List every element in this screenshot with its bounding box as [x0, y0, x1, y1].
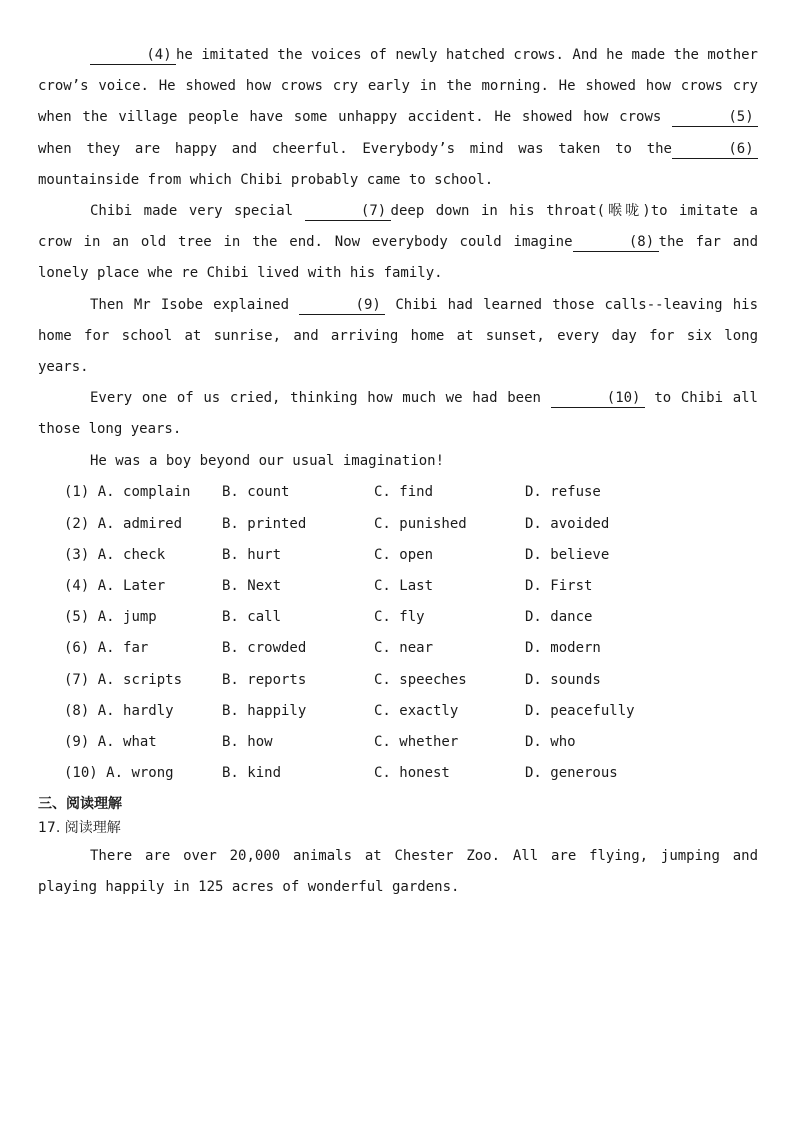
option-b: B. how [222, 733, 273, 750]
paragraph-text: when they are happy and cheerful. Everybody’s mind was taken to the [38, 140, 672, 157]
question-number: (4) [64, 578, 90, 594]
option-d: D. First [525, 578, 593, 594]
option-b: B. crowded [222, 640, 307, 657]
option-c: C. Last [374, 578, 434, 594]
option-row-6 [38, 633, 758, 664]
paragraph-text: mountainside from which Chibi probably came to school. [38, 171, 494, 188]
blank-9: (9) [299, 297, 385, 315]
document-page [38, 40, 758, 903]
option-b: B. printed [222, 515, 307, 532]
option-row-2 [38, 508, 758, 539]
paragraph-text: Every one of us cried, thinking how much we had been [90, 390, 551, 407]
option-a: A. complain [97, 484, 191, 501]
paragraph-text: to Chibi all those long years. [38, 390, 758, 438]
question-number: (2) [64, 515, 90, 532]
option-b: B. count [222, 484, 290, 501]
question-number: (9) [64, 733, 90, 750]
option-row-1 [38, 477, 758, 508]
option-b: B. call [222, 609, 282, 626]
blank-4: (4) [90, 47, 176, 65]
paragraph-text: he imitated the voices of newly hatched crows. And he made the mother crow’s voice. He showed how crows cry early in the morning. He showed how crows cry when the village people have some unhappy accident. He showed how crows [38, 47, 758, 126]
option-d: D. who [525, 733, 576, 750]
option-b: B. kind [222, 765, 282, 782]
paragraph-text: Chibi made very special [90, 203, 305, 220]
option-row-10 [38, 758, 758, 789]
option-d: D. generous [525, 765, 618, 782]
option-c: C. near [374, 640, 434, 657]
option-a: A. wrong [106, 765, 174, 782]
blank-7: (7) [305, 203, 391, 221]
passage-paragraph-1 [38, 40, 758, 196]
option-a: A. what [97, 733, 157, 750]
passage-paragraph-4 [38, 383, 758, 445]
option-b: B. hurt [222, 546, 282, 563]
option-c: C. open [374, 546, 434, 563]
option-row-4 [38, 570, 758, 601]
option-row-7 [38, 664, 758, 695]
option-a: A. far [97, 640, 149, 657]
option-row-9 [38, 726, 758, 757]
passage-paragraph-2 [38, 196, 758, 290]
paragraph-text: Then Mr Isobe explained [90, 296, 300, 313]
option-a: A. scripts [97, 671, 183, 688]
option-d: D. sounds [525, 671, 601, 688]
option-d: D. refuse [525, 484, 601, 501]
question-title: 17. 阅读理解 [38, 819, 121, 836]
option-b: B. Next [222, 578, 282, 594]
option-a: A. check [97, 546, 166, 563]
passage-paragraph-3 [38, 290, 758, 384]
option-row-3 [38, 539, 758, 570]
section-heading: 三、阅读理解 [38, 795, 122, 812]
question-number: (5) [64, 609, 90, 626]
option-c: C. exactly [374, 702, 459, 719]
blank-6: (6) [672, 141, 758, 159]
option-c: C. fly [374, 609, 425, 626]
option-c: C. speeches [374, 671, 467, 688]
option-a: A. Later [97, 578, 166, 594]
option-d: D. modern [525, 640, 601, 657]
option-d: D. peacefully [525, 702, 635, 719]
option-row-8 [38, 695, 758, 726]
question-number: (10) [64, 765, 98, 782]
option-b: B. reports [222, 671, 307, 688]
option-d: D. dance [525, 609, 593, 626]
options-list [38, 477, 758, 789]
paragraph-text: Chibi had learned those calls--leaving his home for school at sunrise, and arriving home at sunset, every day for six long years. [38, 296, 758, 376]
question-number: (8) [64, 702, 90, 719]
blank-5: (5) [672, 109, 758, 127]
reading-passage: There are over 20,000 animals at Chester Zoo. All are flying, jumping and playing happily in 125 acres of wonderful gardens. [38, 847, 758, 895]
option-c: C. whether [374, 733, 459, 750]
option-d: D. avoided [525, 515, 610, 532]
paragraph-text: deep down in his throat(喉咙)to imitate a crow in an old tree in the end. Now everybody could imagine [38, 203, 758, 251]
option-a: A. jump [97, 609, 157, 626]
option-b: B. happily [222, 702, 307, 719]
option-row-5 [38, 602, 758, 633]
question-number: (3) [64, 546, 90, 563]
option-c: C. find [374, 484, 434, 501]
blank-10: (10) [551, 390, 645, 408]
question-number: (1) [64, 484, 90, 501]
option-d: D. believe [525, 546, 610, 563]
blank-8: (8) [573, 234, 659, 252]
option-a: A. hardly [97, 702, 174, 719]
option-a: A. admired [97, 515, 183, 532]
question-number: (6) [64, 640, 90, 657]
passage-paragraph-5: He was a boy beyond our usual imagination! [90, 452, 445, 469]
paragraph-text: the far and lonely place whe re Chibi lived with his family. [38, 234, 758, 282]
option-c: C. honest [374, 765, 450, 782]
question-number: (7) [64, 671, 90, 688]
option-c: C. punished [374, 515, 467, 532]
